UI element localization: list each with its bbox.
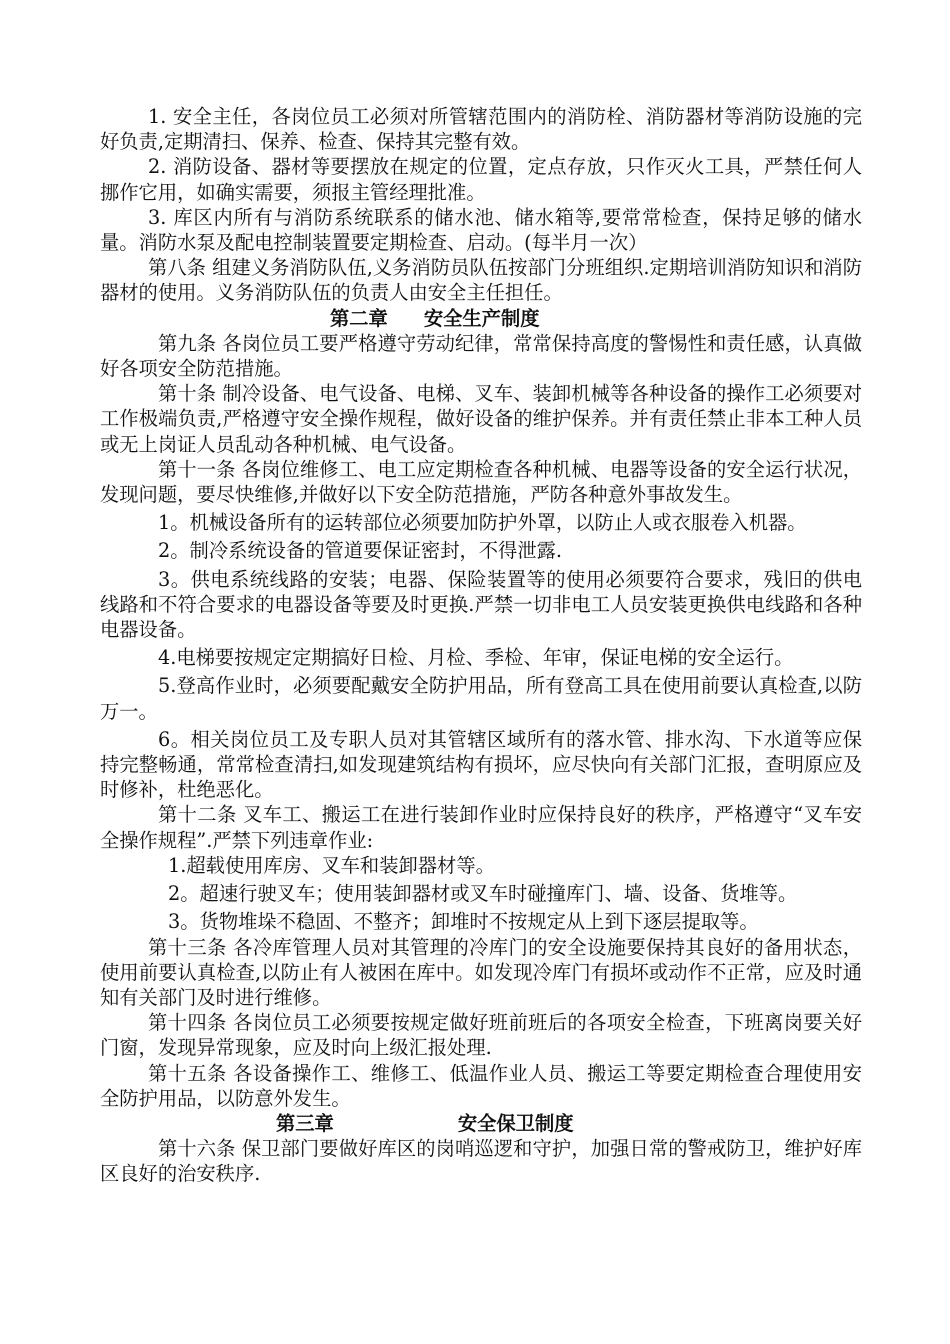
chapter-2-heading <box>100 306 862 331</box>
article-11-item-4: 4.电梯要按规定定期搞好日检、月检、季检、年审，保证电梯的安全运行。 <box>158 646 794 670</box>
article-11-item-5: 5.登高作业时，必须要配戴安全防护用品，所有登高工具在使用前要认真检查,以防万一。 <box>100 674 862 723</box>
document-page <box>100 104 862 1187</box>
paragraph-fire-equipment-placement: 2. 消防设备、器材等要摆放在规定的位置，定点存放，只作灭火工具，严禁任何人挪作它用，如确实需要，须报主管经理批准。 <box>100 155 862 204</box>
chapter-2-number: 第二章 <box>330 306 388 330</box>
article-11-item-1: 1。机械设备所有的运转部位必须要加防护外罩，以防止人或衣服卷入机器。 <box>158 511 807 535</box>
article-14: 第十四条 各岗位员工必须要按规定做好班前班后的各项安全检查，下班离岗要关好门窗，发现异常现象，应及时向上级汇报处理. <box>100 1011 862 1060</box>
article-11-item-2: 2。制冷系统设备的管道要保证密封，不得泄露. <box>158 539 563 563</box>
article-12-item-2: 2。超速行驶叉车；使用装卸器材或叉车时碰撞库门、墙、设备、货堆等。 <box>168 882 798 906</box>
article-12-item-3: 3。货物堆垛不稳固、不整齐；卸堆时不按规定从上到下逐层提取等。 <box>168 910 759 934</box>
article-11-item-6: 6。相关岗位员工及专职人员对其管辖区域所有的落水管、排水沟、下水道等应保持完整畅通，常常检查清扫,如发现建筑结构有损坏，应尽快向有关部门汇报，查明原应及时修补，杜绝恶化。 <box>100 727 862 802</box>
article-16: 第十六条 保卫部门要做好库区的岗哨巡逻和守护，加强日常的警戒防卫，维护好库区良好的治安秩序. <box>100 1137 862 1186</box>
article-13: 第十三条 各冷库管理人员对其管理的冷库门的安全设施要保持其良好的备用状态，使用前要认真检查,以防止有人被困在库中。如发现冷库门有损坏或动作不正常，应及时通知有关部门及时进行维修。 <box>100 935 862 1009</box>
article-12: 第十二条 叉车工、搬运工在进行装卸作业时应保持良好的秩序，严格遵守“叉车安全操作规程”.严禁下列违章作业: <box>100 803 862 852</box>
article-15: 第十五条 各设备操作工、维修工、低温作业人员、搬运工等要定期检查合理使用安全防护用品，以防意外发生。 <box>100 1061 862 1110</box>
chapter-2-title: 安全生产制度 <box>423 306 540 330</box>
chapter-3-number: 第三章 <box>276 1111 334 1135</box>
article-11: 第十一条 各岗位维修工、电工应定期检查各种机械、电器等设备的安全运行状况，发现问题，要尽快维修,并做好以下安全防范措施，严防各种意外事故发生。 <box>100 457 862 507</box>
chapter-3-heading <box>100 1111 862 1136</box>
article-9: 第九条 各岗位员工要严格遵守劳动纪律，常常保持高度的警惕性和责任感，认真做好各项安全防范措施。 <box>100 331 862 381</box>
article-12-item-1: 1.超载使用库房、叉车和装卸器材等。 <box>168 853 495 877</box>
paragraph-water-storage: 3. 库区内所有与消防系统联系的储水池、储水箱等,要常常检查，保持足够的储水量。消防水泵及配电控制装置要定期检查、启动。(每半月一次） <box>100 205 862 255</box>
article-10: 第十条 制冷设备、电气设备、电梯、叉车、装卸机械等各种设备的操作工必须要对工作极端负责,严格遵守安全操作规程，做好设备的维护保养。并有责任禁止非本工种人员或无上岗证人员乱动各种机械、电气设备。 <box>100 382 862 456</box>
paragraph-fire-equipment-responsibility: 1. 安全主任，各岗位员工必须对所管辖范围内的消防栓、消防器材等消防设施的完好负责,定期清扫、保养、检查、保持其完整有效。 <box>100 105 862 154</box>
chapter-3-title: 安全保卫制度 <box>457 1111 574 1135</box>
article-11-item-3: 3。供电系统线路的安装；电器、保险装置等的使用必须要符合要求，残旧的供电线路和不符合要求的电器设备等要及时更换.严禁一切非电工人员安装更换供电线路和各种电器设备。 <box>100 567 862 642</box>
article-8: 第八条 组建义务消防队伍,义务消防员队伍按部门分班组织.定期培训消防知识和消防器材的使用。义务消防队伍的负责人由安全主任担任。 <box>100 256 862 305</box>
